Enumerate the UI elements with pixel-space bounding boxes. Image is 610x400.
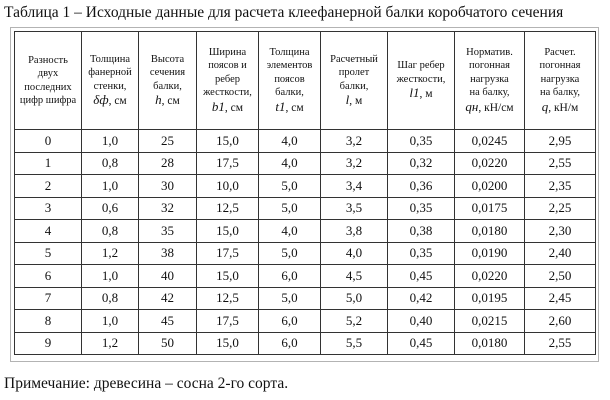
column-header-unit: , см: [224, 101, 244, 114]
table-cell: 32: [139, 197, 197, 220]
table-cell: 0,0245: [455, 130, 525, 153]
table-cell: 3,4: [321, 175, 388, 198]
table-cell: 3: [15, 197, 82, 220]
column-header-symbol: q: [541, 98, 549, 114]
table-cell: 17,5: [197, 310, 259, 333]
column-header-symbol: l: [345, 92, 350, 107]
column-header-line: цифр шифра: [19, 95, 77, 106]
table-cell: 2,40: [525, 242, 596, 265]
table-cell: 45: [139, 310, 197, 333]
table-cell: 2,25: [525, 197, 596, 220]
table-cell: 3,8: [321, 220, 388, 243]
table-cell: 1,0: [82, 130, 139, 153]
column-header-line: на балку,: [469, 87, 510, 99]
table-cell: 0: [15, 130, 82, 153]
column-header-line: погонная: [539, 60, 581, 72]
source-data-table: [14, 31, 596, 355]
table-cell: 28: [139, 152, 197, 175]
column-header-symbol: qн: [465, 98, 479, 114]
table-cell: 2,45: [525, 287, 596, 310]
table-cell: 0,35: [388, 242, 455, 265]
table-cell: 5,0: [259, 242, 321, 265]
table-cell: 0,8: [82, 152, 139, 175]
table-cell: 17,5: [197, 152, 259, 175]
table-cell: 5,0: [321, 287, 388, 310]
table-cell: 6: [15, 265, 82, 288]
table-cell: 0,0175: [455, 197, 525, 220]
table-cell: 1: [15, 152, 82, 175]
column-header-line: балки,: [275, 87, 304, 99]
table-cell: 42: [139, 287, 197, 310]
column-header-unit: , см: [108, 95, 127, 107]
column-header-3: [139, 32, 197, 130]
table-cell: 1,2: [82, 332, 139, 355]
table-cell: 8: [15, 310, 82, 333]
table-cell: 0,0180: [455, 332, 525, 355]
column-header-7: [388, 32, 455, 130]
table-cell: 0,45: [388, 332, 455, 355]
table-cell: 0,8: [82, 220, 139, 243]
table-cell: 3,2: [321, 130, 388, 153]
table-cell: 40: [139, 265, 197, 288]
table-caption: Таблица 1 – Исходные данные для расчета клеефанерной балки коробчатого сечения: [4, 4, 564, 21]
column-header-4: [197, 32, 259, 130]
table-row: [15, 287, 596, 310]
table-cell: 2: [15, 175, 82, 198]
column-header-8: [455, 32, 525, 130]
table-row: [15, 130, 596, 153]
table-cell: 0,6: [82, 197, 139, 220]
table-cell: 1,0: [82, 310, 139, 333]
table-cell: 15,0: [197, 332, 259, 355]
column-header-line: жесткости,: [396, 73, 446, 85]
table-cell: 5,0: [259, 287, 321, 310]
table-cell: 4,0: [259, 130, 321, 153]
column-header-line: Ширина: [208, 46, 247, 58]
column-header-line: стенки,: [93, 80, 127, 92]
table-cell: 0,45: [388, 265, 455, 288]
table-cell: 5,2: [321, 310, 388, 333]
column-header-1: [15, 32, 82, 130]
column-header-unit: , кН/см: [478, 101, 514, 114]
table-cell: 10,0: [197, 175, 259, 198]
table-cell: 35: [139, 220, 197, 243]
table-cell: 7: [15, 287, 82, 310]
column-header-line: поясов и: [208, 60, 247, 72]
column-header-line: погонная: [469, 60, 510, 72]
table-cell: 0,0220: [455, 265, 525, 288]
column-header-unit: , м: [349, 95, 363, 107]
table-cell: 17,5: [197, 242, 259, 265]
column-header-line: фанерной: [88, 67, 132, 78]
table-cell: 5: [15, 242, 82, 265]
table-cell: 0,38: [388, 220, 455, 243]
column-header-symbol: l1: [409, 85, 420, 101]
column-header-line: Расчет.: [544, 46, 576, 58]
column-header-line: Высота: [150, 53, 185, 65]
table-cell: 9: [15, 332, 82, 355]
column-header-line: Толщина: [90, 53, 130, 65]
table-cell: 2,50: [525, 265, 596, 288]
column-header-9: [525, 32, 596, 130]
table-cell: 1,2: [82, 242, 139, 265]
table-cell: 0,0195: [455, 287, 525, 310]
table-cell: 3,5: [321, 197, 388, 220]
column-header-symbol: b1: [211, 98, 225, 114]
column-header-line: Расчетный: [330, 53, 378, 65]
table-row: [15, 242, 596, 265]
table-cell: 1,0: [82, 175, 139, 198]
table-cell: 30: [139, 175, 197, 198]
column-header-line: балки,: [153, 80, 182, 92]
table-cell: 4,5: [321, 265, 388, 288]
column-header-line: на балку,: [539, 87, 581, 99]
column-header-line: Разность: [28, 54, 68, 66]
table-cell: 0,0190: [455, 242, 525, 265]
table-cell: 2,95: [525, 130, 596, 153]
table-cell: 50: [139, 332, 197, 355]
column-header-line: последних: [24, 81, 72, 93]
table-cell: 2,55: [525, 332, 596, 355]
table-cell: 2,30: [525, 220, 596, 243]
table-cell: 6,0: [259, 265, 321, 288]
table-cell: 12,5: [197, 287, 259, 310]
column-header-line: нагрузка: [470, 73, 509, 85]
column-header-symbol: t1: [275, 98, 286, 114]
column-header-2: [82, 32, 139, 130]
table-cell: 0,32: [388, 152, 455, 175]
table-row: [15, 175, 596, 198]
column-header-line: Шаг ребер: [397, 60, 445, 72]
table-row: [15, 197, 596, 220]
table-cell: 0,40: [388, 310, 455, 333]
column-header-unit: , см: [161, 95, 180, 107]
table-cell: 4,0: [259, 152, 321, 175]
header-row: [15, 32, 596, 130]
table-cell: 4,0: [259, 220, 321, 243]
table-cell: 15,0: [197, 130, 259, 153]
column-header-line: пролет: [338, 67, 370, 78]
column-header-line: жесткости,: [203, 87, 252, 99]
table-cell: 0,0180: [455, 220, 525, 243]
column-header-6: [321, 32, 388, 130]
table-cell: 5,0: [259, 197, 321, 220]
column-header-line: ребер: [214, 73, 241, 85]
table-cell: 12,5: [197, 197, 259, 220]
table-cell: 2,35: [525, 175, 596, 198]
table-cell: 2,60: [525, 310, 596, 333]
table-cell: 0,35: [388, 130, 455, 153]
table-cell: 0,0200: [455, 175, 525, 198]
table-row: [15, 265, 596, 288]
column-header-line: двух: [37, 68, 59, 79]
column-header-unit: , см: [285, 101, 304, 114]
column-header-line: Норматив.: [466, 46, 513, 58]
table-row: [15, 332, 596, 355]
table-row: [15, 310, 596, 333]
table-cell: 0,8: [82, 287, 139, 310]
table-cell: 5,5: [321, 332, 388, 355]
table-cell: 25: [139, 130, 197, 153]
table-cell: 1,0: [82, 265, 139, 288]
table-cell: 5,0: [259, 175, 321, 198]
table-note: Примечание: древесина – сосна 2-го сорта.: [4, 375, 289, 392]
table-cell: 6,0: [259, 310, 321, 333]
table-cell: 0,0215: [455, 310, 525, 333]
table-row: [15, 220, 596, 243]
table-cell: 0,42: [388, 287, 455, 310]
table-cell: 15,0: [197, 220, 259, 243]
column-header-symbol: δф: [93, 92, 109, 107]
column-header-line: Толщина: [269, 46, 310, 58]
column-header-line: элементов: [266, 60, 313, 72]
table-cell: 6,0: [259, 332, 321, 355]
table-cell: 4: [15, 220, 82, 243]
column-header-line: поясов: [274, 73, 305, 85]
table-cell: 15,0: [197, 265, 259, 288]
table-cell: 0,35: [388, 197, 455, 220]
column-header-unit: , кН/м: [548, 101, 579, 114]
column-header-symbol: h: [155, 92, 162, 107]
table-cell: 0,0220: [455, 152, 525, 175]
table-cell: 0,36: [388, 175, 455, 198]
column-header-line: сечения: [149, 67, 186, 78]
table-cell: 3,2: [321, 152, 388, 175]
table-cell: 38: [139, 242, 197, 265]
table-row: [15, 152, 596, 175]
column-header-line: балки,: [339, 80, 369, 92]
column-header-unit: , м: [419, 88, 433, 101]
table-cell: 4,0: [321, 242, 388, 265]
column-header-line: нагрузка: [540, 73, 580, 85]
column-header-5: [259, 32, 321, 130]
table-cell: 2,55: [525, 152, 596, 175]
